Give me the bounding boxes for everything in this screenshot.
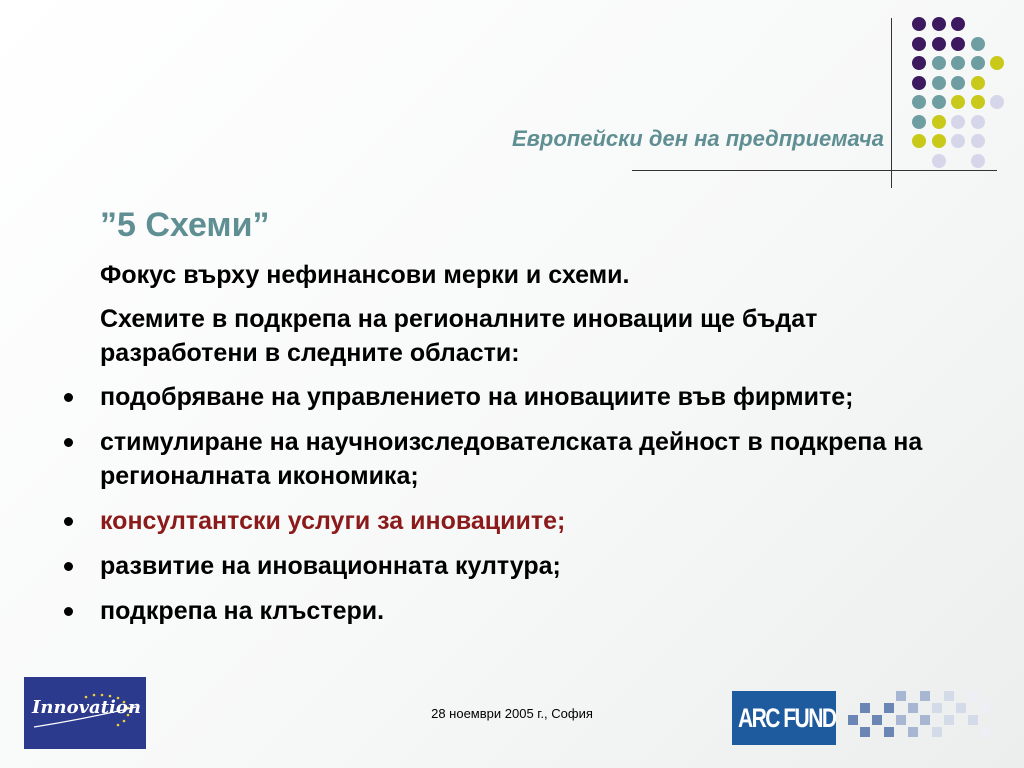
decorative-dot (971, 95, 985, 109)
decorative-dot (912, 17, 926, 31)
decorative-dot (932, 56, 946, 70)
decorative-dot (932, 95, 946, 109)
decorative-dot (971, 76, 985, 90)
decorative-dot (912, 134, 926, 148)
decorative-dot (932, 115, 946, 129)
bullet-dot-icon (64, 517, 73, 526)
bullet-item (100, 380, 930, 414)
bullet-dot-icon (64, 393, 73, 402)
decorative-dot (932, 154, 946, 168)
decorative-dot (912, 76, 926, 90)
decorative-dot (932, 17, 946, 31)
bullet-text: консултантски услуги за иновациите; (100, 507, 566, 535)
arc-fund-logo-text: ARC FUND (738, 703, 836, 733)
decorative-dot (912, 115, 926, 129)
arc-fund-logo-box (732, 691, 836, 745)
innovation-logo-text: Innovation (32, 697, 141, 718)
decorative-dot (951, 95, 965, 109)
decorative-dot (932, 76, 946, 90)
slide-title: ”5 Схеми” (100, 206, 270, 244)
slide-body (100, 258, 930, 639)
decorative-dot (951, 37, 965, 51)
bullet-text: развитие на иновационната култура; (100, 552, 561, 580)
decorative-dot (951, 134, 965, 148)
decorative-dot (951, 76, 965, 90)
bullet-text: стимулиране на научноизследователската дейност в подкрепа на регионалната икономика; (100, 428, 923, 490)
bullet-dot-icon (64, 438, 73, 447)
decorative-dot (971, 115, 985, 129)
bullet-item (100, 425, 930, 493)
paragraph: Фокус върху нефинансови мерки и схеми. (100, 261, 630, 289)
decorative-dot (971, 37, 985, 51)
decorative-dot (912, 95, 926, 109)
bullet-text: подобряване на управлението на иновациите във фирмите; (100, 383, 854, 411)
decorative-dot (951, 56, 965, 70)
footer-date: 28 ноември 2005 г., София (431, 706, 593, 721)
bullet-item-highlighted (100, 504, 930, 538)
bullet-dot-icon (64, 562, 73, 571)
bullet-text: подкрепа на клъстери. (100, 597, 385, 625)
decorative-dot (912, 56, 926, 70)
divider-horizontal (632, 170, 997, 171)
divider-vertical (891, 18, 892, 188)
decorative-dot (971, 134, 985, 148)
bullet-list (100, 380, 930, 628)
decorative-dot (990, 56, 1004, 70)
paragraph: Схемите в подкрепа на регионалните иновации ще бъдат разработени в следните области: (100, 305, 818, 367)
decorative-dot (912, 37, 926, 51)
decorative-dot (951, 17, 965, 31)
arc-fund-logo (732, 689, 1000, 747)
bullet-item (100, 549, 930, 583)
decorative-dot (971, 56, 985, 70)
bullet-item (100, 594, 930, 628)
decorative-dot (990, 95, 1004, 109)
decorative-dot (932, 134, 946, 148)
bullet-dot-icon (64, 607, 73, 616)
decorative-dot (932, 37, 946, 51)
decorative-dot (971, 154, 985, 168)
arc-fund-pixel-pattern-icon (842, 689, 1000, 747)
header-title: Европейски ден на предприемача (511, 126, 884, 151)
decorative-dot (951, 115, 965, 129)
